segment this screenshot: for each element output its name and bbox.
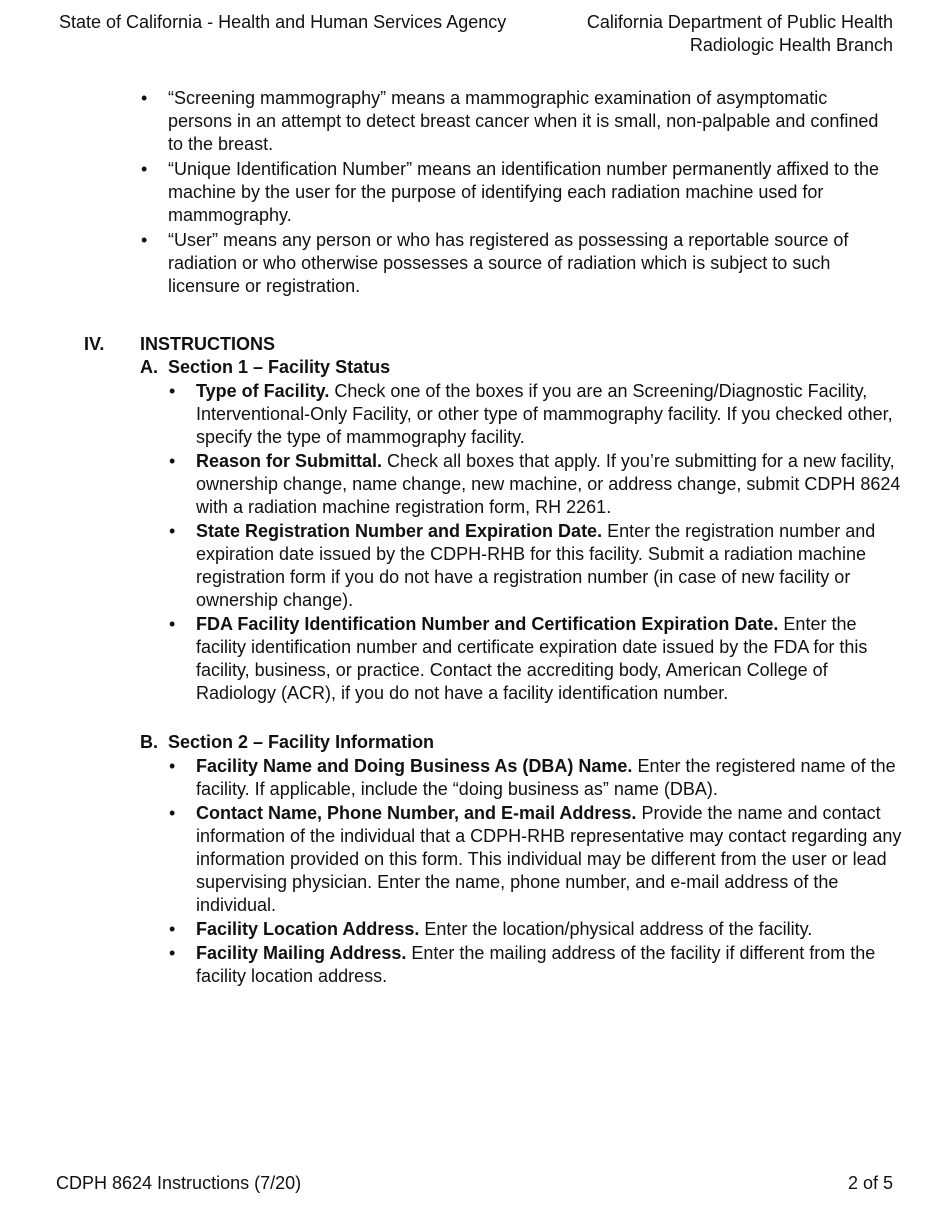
instruction-item xyxy=(196,613,904,705)
section-title: INSTRUCTIONS xyxy=(140,334,275,354)
definition-item: • “User” means any person or who has registered as possessing a reportable source of radiation or who otherwise possesses a source of radiation which is subject to such licensure or registration. xyxy=(168,229,888,298)
instruction-item xyxy=(196,755,904,801)
instruction-text: Provide the name and contact information of the individual that a CDPH-RHB representative may contact regarding any information provided on this form. This individual may be different from the user or lead supervising physician. Enter the name, phone number, and e-mail address of the individual. xyxy=(196,803,902,915)
section-a-list xyxy=(196,380,904,706)
instruction-item xyxy=(196,802,904,917)
subsection-b-letter: B. xyxy=(140,732,158,752)
header-branch: Radiologic Health Branch xyxy=(689,35,893,55)
subsection-a-title: Section 1 – Facility Status xyxy=(168,357,391,377)
instruction-text: Check all boxes that apply. If you’re submitting for a new facility, ownership change, name change, new machine, or address change, submit CDPH 8624 with a radiation machine registration form, RH 2261. xyxy=(196,451,901,517)
instruction-text: Enter the registration number and expiration date issued by the CDPH-RHB for this facility. Submit a radiation machine registration form if you do not have a registration number (in case of new facility or ownership change). xyxy=(196,521,876,610)
header-agency: State of California - Health and Human Services Agency xyxy=(59,12,507,32)
header-department: California Department of Public Health xyxy=(586,12,893,32)
instruction-text: Enter the mailing address of the facility if different from the facility location address. xyxy=(196,943,876,986)
definition-item: • “Unique Identification Number” means an identification number permanently affixed to the machine by the user for the purpose of identifying each radiation machine used for mammography. xyxy=(168,158,888,227)
instruction-item xyxy=(196,450,904,519)
instruction-lead: Contact Name, Phone Number, and E-mail Address. xyxy=(196,803,637,823)
instruction-text: Enter the facility identification number and certificate expiration date issued by the FDA for this facility, business, or practice. Contact the accrediting body, American College of Radiology (ACR), if you do not have a facility identification number. xyxy=(196,614,868,703)
instruction-text: Enter the registered name of the facility. If applicable, include the “doing business as” name (DBA). xyxy=(196,756,896,799)
instruction-text: Enter the location/physical address of the facility. xyxy=(419,919,813,939)
footer-page-number: 2 of 5 xyxy=(847,1173,893,1193)
instruction-lead: Reason for Submittal. xyxy=(196,451,383,471)
footer-form-id: CDPH 8624 Instructions (7/20) xyxy=(56,1173,302,1193)
instruction-item xyxy=(196,380,904,449)
instruction-item xyxy=(196,918,904,941)
instruction-lead: Facility Location Address. xyxy=(196,919,420,939)
instruction-lead: Facility Name and Doing Business As (DBA) Name. xyxy=(196,756,633,776)
instruction-item xyxy=(196,520,904,612)
instruction-lead: FDA Facility Identification Number and Certification Expiration Date. xyxy=(196,614,779,634)
instruction-item xyxy=(196,942,904,988)
instruction-text: Check one of the boxes if you are an Screening/Diagnostic Facility, Interventional-Only Facility, or other type of mammography facility. If you checked other, specify the type of mammography facility. xyxy=(196,381,893,447)
instruction-lead: State Registration Number and Expiration Date. xyxy=(196,521,603,541)
instruction-lead: Type of Facility. xyxy=(196,381,330,401)
definitions-list xyxy=(168,87,888,300)
subsection-b-title: Section 2 – Facility Information xyxy=(168,732,435,752)
subsection-a-letter: A. xyxy=(140,357,158,377)
section-numeral: IV. xyxy=(84,334,105,354)
section-b-list xyxy=(196,755,904,989)
instruction-lead: Facility Mailing Address. xyxy=(196,943,407,963)
subsection-b-heading xyxy=(140,731,434,754)
definition-item: • “Screening mammography” means a mammographic examination of asymptomatic persons in an attempt to detect breast cancer when it is small, non-palpable and confined to the breast. xyxy=(168,87,888,156)
header-department-block xyxy=(587,11,893,57)
subsection-a-heading xyxy=(140,356,390,379)
